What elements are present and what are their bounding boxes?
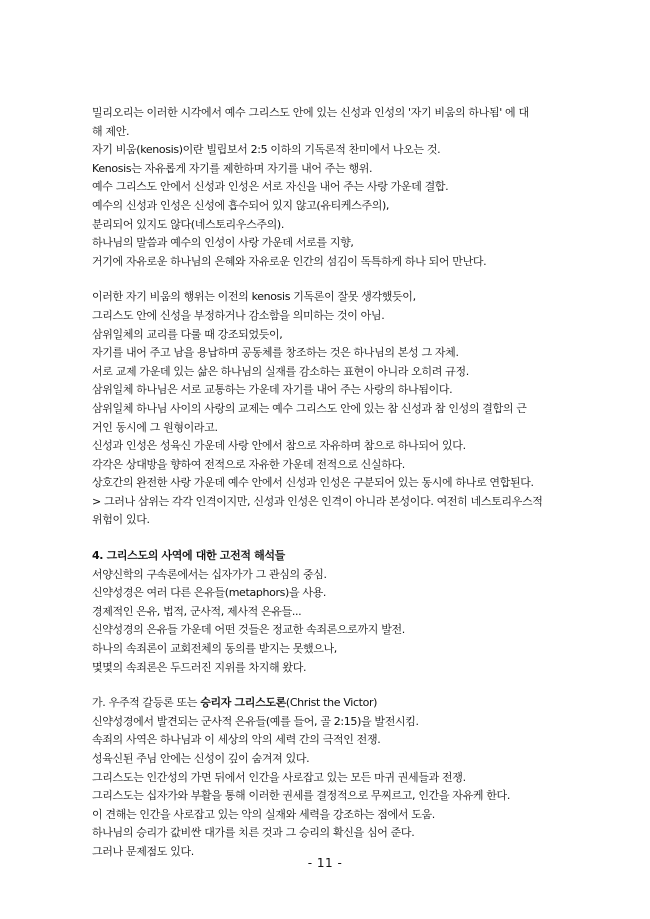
text-line: 자기 비움(kenosis)이란 빌립보서 2:5 이하의 기독론적 찬미에서 나오는 것.	[92, 143, 441, 157]
text-line: 그리스도 안에 신성을 부정하거나 감소함을 의미하는 것이 아님.	[92, 308, 385, 322]
text-line: > 그러나 삼위는 각각 인격이지만, 신성과 인성은 인격이 아니라 본성이다. 여전히 네스토리우스적	[92, 494, 543, 508]
text-line: 신약성경의 은유들 가운데 어떤 것들은 정교한 속죄론으로까지 발전.	[92, 623, 405, 637]
text-line: 신약성경에서 발견되는 군사적 은유들(예를 들어, 골 2:15)을 발전시킴.	[92, 714, 419, 728]
text-line: 예수 그리스도 안에서 신성과 인성은 서로 자신을 내어 주는 사랑 가운데 결합.	[92, 180, 449, 194]
text-line: 그러나 문제점도 있다.	[92, 844, 194, 858]
section-classical-interpretations	[92, 547, 558, 677]
text-line: 몇몇의 속죄론은 두드러진 지위를 차지해 왔다.	[92, 660, 307, 674]
page-number: - 11 -	[307, 856, 343, 870]
text-line: 밀리오리는 이러한 시각에서 예수 그리스도 안에 있는 신성과 인성의 '자기 비움의 하나됨' 에 대	[92, 106, 529, 119]
text-line: 속죄의 사역은 하나님과 이 세상의 악의 세력 간의 극적인 전쟁.	[92, 733, 381, 747]
text-line: 예수의 신성과 인성은 신성에 흡수되어 있지 않고(유티케스주의),	[92, 198, 390, 212]
text-line: 분리되어 있지도 않다(네스토리우스주의).	[92, 217, 285, 231]
document-body	[92, 104, 558, 862]
paragraph-kenosis-intro	[92, 104, 558, 271]
subsection-heading-prefix: 가. 우주적 갈등론 또는	[92, 696, 201, 710]
text-line: 이러한 자기 비움의 행위는 이전의 kenosis 기독론이 잘못 생각했듯이,	[92, 290, 416, 304]
text-line: 하나님의 말씀과 예수의 인성이 사랑 가운데 서로를 지향,	[92, 236, 354, 250]
text-line: 서로 교제 가운데 있는 삶은 하나님의 실재를 감소하는 표현이 아니라 오히려 규정.	[92, 364, 469, 378]
text-line: 자기를 내어 주고 남을 용납하며 공동체를 창조하는 것은 하나님의 본성 그 자체.	[92, 346, 459, 360]
text-line: 삼위일체의 교리를 다룰 때 강조되었듯이,	[92, 327, 283, 341]
subsection-heading-suffix: (Christ the Victor)	[285, 696, 378, 710]
text-line: 신성과 인성은 성육신 가운데 사랑 안에서 참으로 자유하며 참으로 하나되어 있다.	[92, 439, 466, 453]
text-line: 해 제안.	[92, 124, 130, 138]
text-line: 성육신된 주님 안에는 신성이 깊이 숨겨져 있다.	[92, 752, 310, 765]
text-line: 신약성경은 여러 다른 은유들(metaphors)을 사용.	[92, 586, 327, 600]
text-line: 경제적인 은유, 법적, 군사적, 제사적 은유들...	[92, 604, 302, 618]
paragraph-spacer	[92, 530, 558, 547]
text-line: 위험이 있다.	[92, 513, 150, 527]
paragraph-spacer	[92, 677, 558, 694]
text-line: 삼위일체 하나님 사이의 사랑의 교제는 예수 그리스도 안에 있는 참 신성과 참 인성의 결합의 근	[92, 401, 527, 415]
text-line: 하나님의 승리가 값비싼 대가를 치른 것과 그 승리의 확신을 심어 준다.	[92, 826, 415, 840]
section-christ-the-victor	[92, 694, 558, 861]
subsection-heading	[92, 694, 558, 713]
text-line: 상호간의 완전한 사랑 가운데 예수 안에서 신성과 인성은 구분되어 있는 동시에 하나로 연합된다.	[92, 476, 534, 490]
text-line: 거기에 자유로운 하나님의 은혜와 자유로운 인간의 섬김이 독특하게 하나 되어 만난다.	[92, 254, 487, 268]
text-line: 그리스도는 인간성의 가면 뒤에서 인간을 사로잡고 있는 모든 마귀 권세들과 전쟁.	[92, 770, 466, 784]
text-line: 각각은 상대방을 향하여 전적으로 자유한 가운데 전적으로 신실하다.	[92, 457, 405, 471]
text-line: 이 견해는 인간을 사로잡고 있는 악의 실재와 세력을 강조하는 점에서 도움.	[92, 807, 435, 821]
text-line: 삼위일체 하나님은 서로 교통하는 가운데 자기를 내어 주는 사랑의 하나됨이다.	[92, 383, 453, 397]
paragraph-kenosis-trinity	[92, 288, 558, 530]
paragraph-spacer	[92, 271, 558, 288]
text-line: 그리스도는 십자가와 부활을 통해 이러한 권세를 결정적으로 무찌르고, 인간을 자유케 한다.	[92, 789, 510, 803]
text-line: 서양신학의 구속론에서는 십자가가 그 관심의 중심.	[92, 567, 327, 581]
subsection-heading-bold: 승리자 그리스도론	[200, 696, 286, 710]
text-line: 하나의 속죄론이 교회전체의 동의를 받지는 못했으나,	[92, 642, 337, 656]
text-line: Kenosis는 자유롭게 자기를 제한하며 자기를 내어 주는 행위.	[92, 161, 373, 175]
text-line: 거인 동시에 그 원형이라고.	[92, 420, 218, 434]
section-heading: 4. 그리스도의 사역에 대한 고전적 해석들	[92, 549, 285, 563]
